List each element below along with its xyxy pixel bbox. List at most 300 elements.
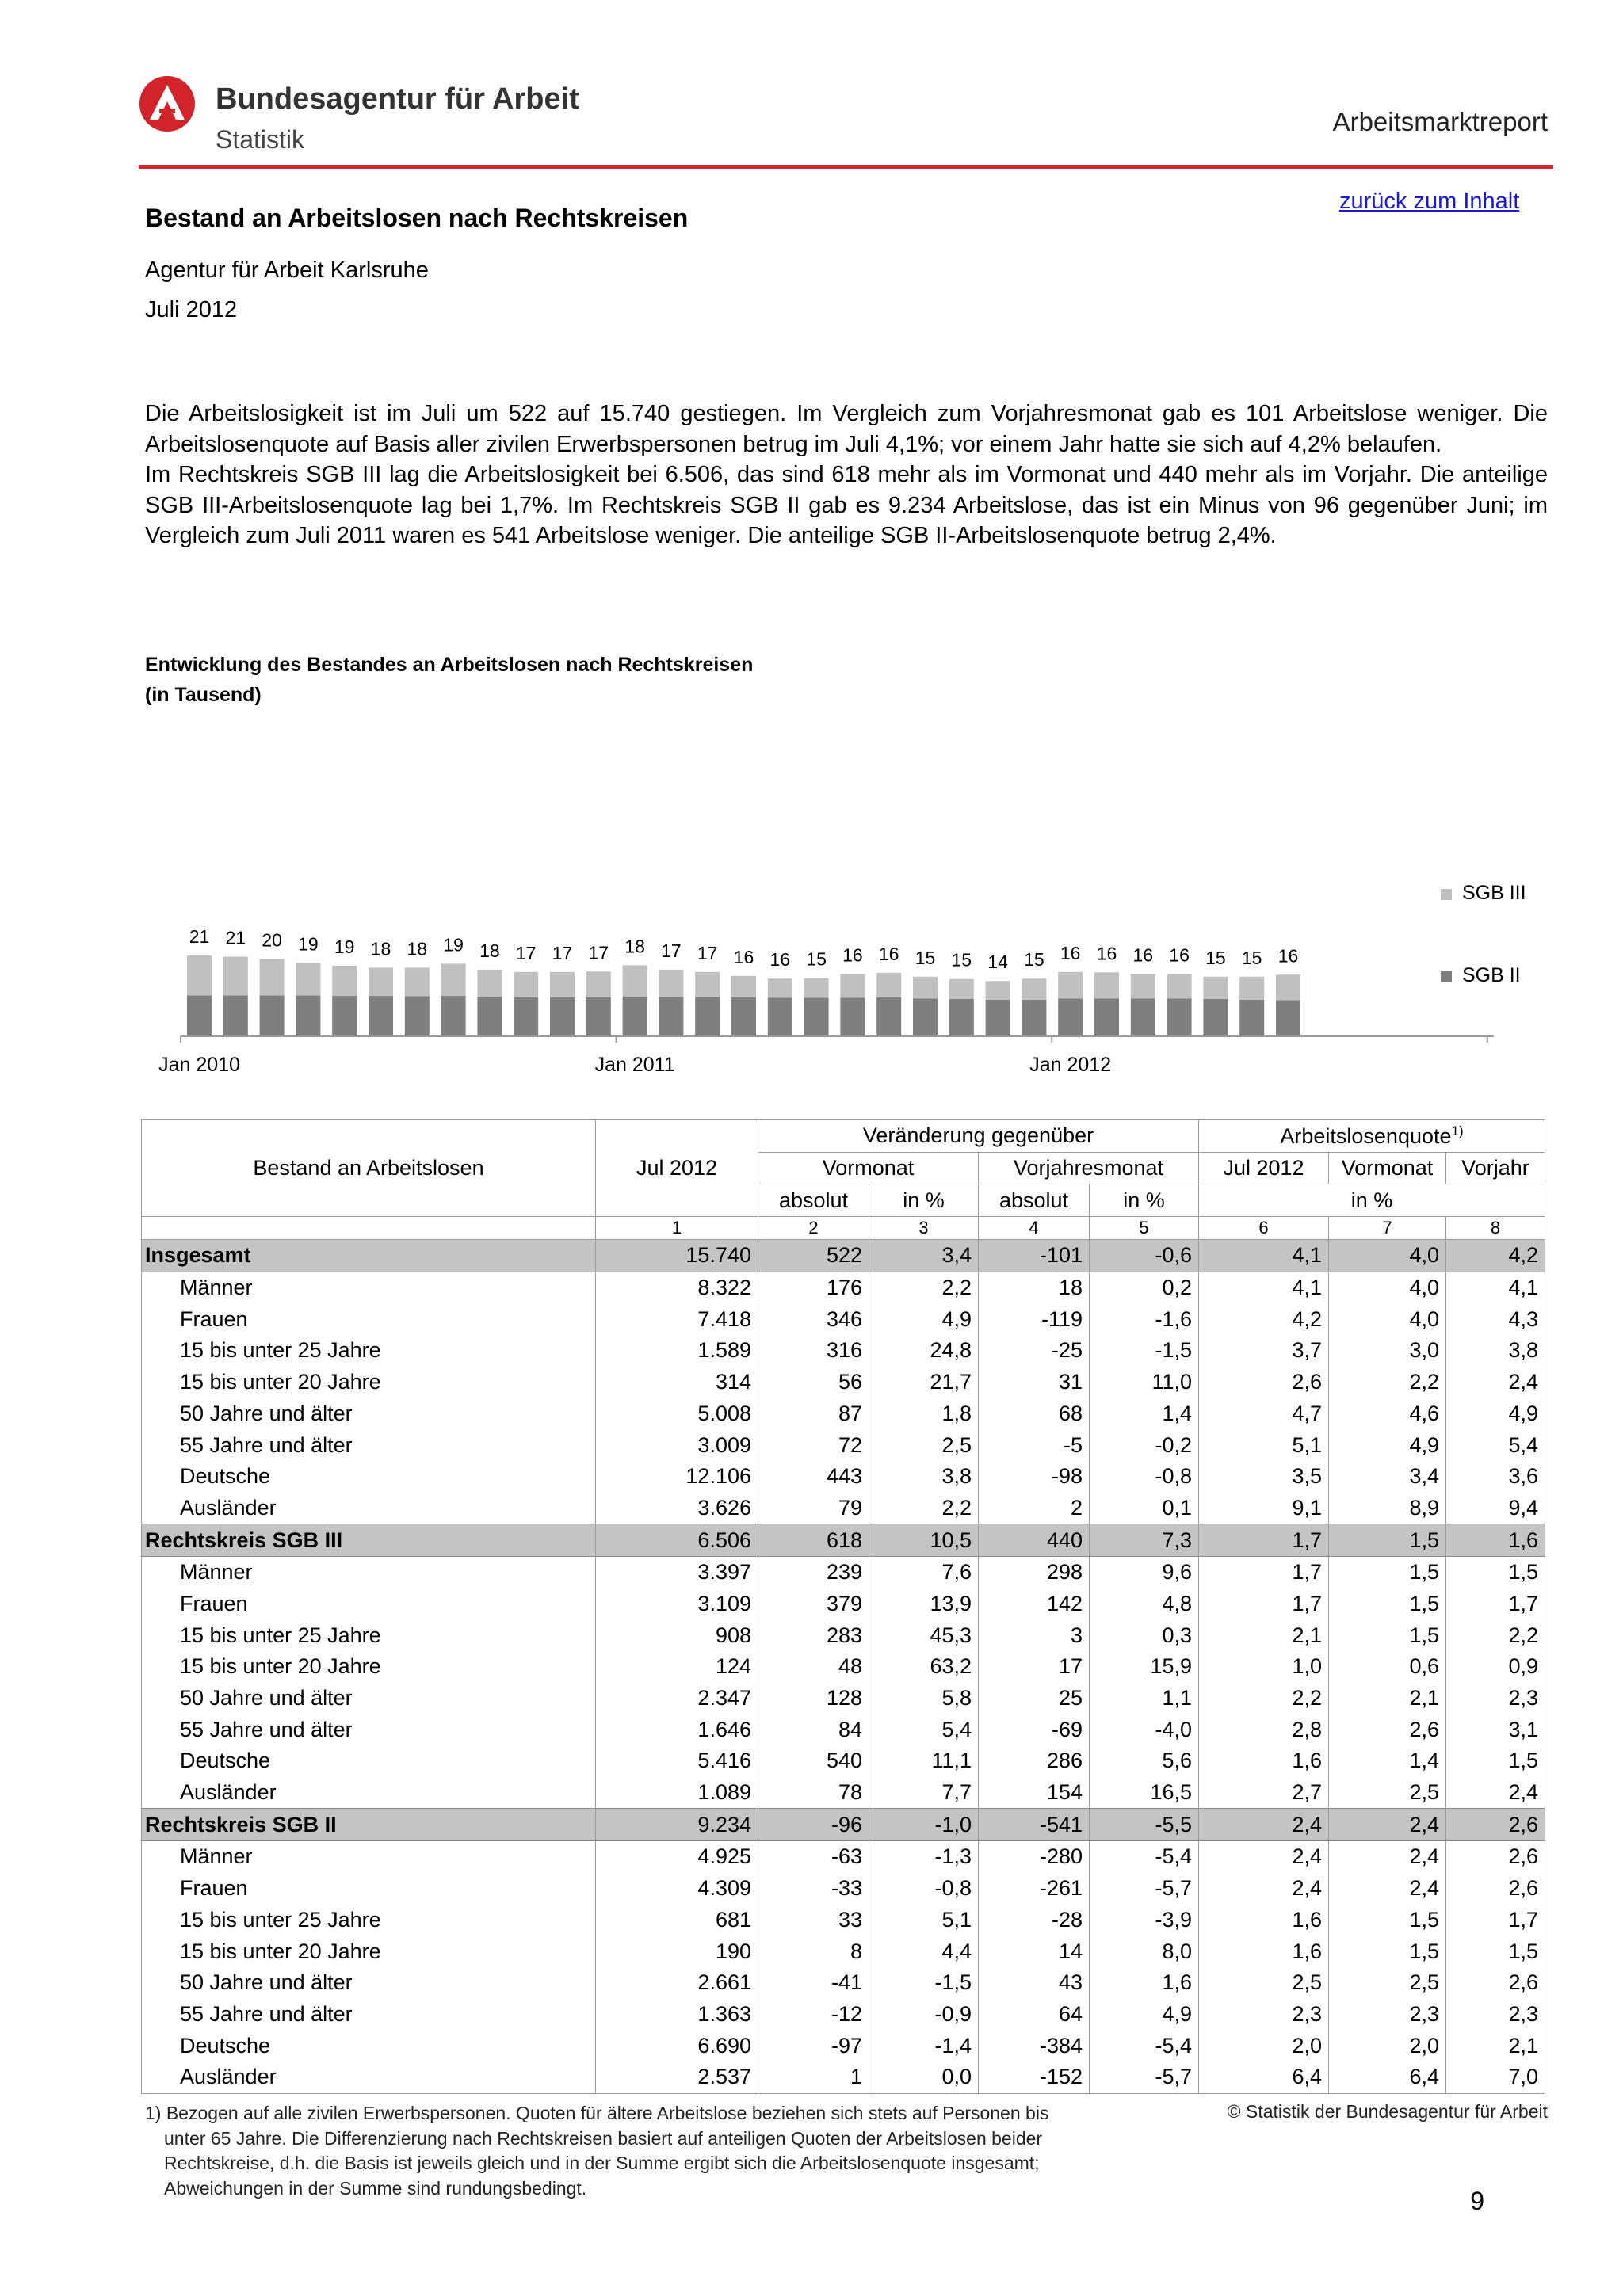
row-value-col-6: 1,6 bbox=[1199, 1745, 1329, 1777]
bar-sgb2 bbox=[223, 996, 248, 1036]
bar-sgb2 bbox=[986, 1000, 1010, 1036]
bar-sgb2 bbox=[1239, 1000, 1264, 1036]
bar-sgb3 bbox=[731, 976, 756, 997]
row-label: Männer bbox=[142, 1841, 596, 1873]
table-header-pct-2: in % bbox=[1090, 1184, 1199, 1217]
bar-sgb3 bbox=[768, 978, 792, 997]
row-value-col-1: 2.537 bbox=[596, 2061, 758, 2093]
bar-total-label: 15 bbox=[951, 949, 972, 971]
row-value-col-1: 3.626 bbox=[596, 1493, 758, 1524]
table-row bbox=[142, 1873, 1545, 1905]
row-value-col-3: 5,1 bbox=[869, 1905, 979, 1936]
table-row bbox=[142, 1683, 1545, 1714]
row-value-col-7: 2,2 bbox=[1329, 1367, 1446, 1398]
bar-sgb2 bbox=[659, 997, 683, 1037]
row-value-col-6: 9,1 bbox=[1199, 1493, 1329, 1524]
row-value-col-8: 2,3 bbox=[1446, 1683, 1545, 1714]
bar-sgb3 bbox=[550, 972, 575, 997]
row-value-col-6: 5,1 bbox=[1199, 1429, 1329, 1461]
row-value-col-8: 2,6 bbox=[1446, 1809, 1545, 1841]
chart-title-line-2: (in Tausend) bbox=[145, 684, 262, 706]
bar-total-label: 15 bbox=[1205, 947, 1226, 968]
copyright: © Statistik der Bundesagentur für Arbeit bbox=[1227, 2101, 1548, 2122]
ba-logo-icon bbox=[139, 75, 196, 132]
row-value-col-7: 4,6 bbox=[1329, 1398, 1446, 1430]
row-value-col-2: 379 bbox=[758, 1589, 869, 1620]
bar-sgb3 bbox=[441, 963, 466, 996]
row-value-col-7: 1,5 bbox=[1329, 1936, 1446, 1967]
bar-total-label: 16 bbox=[1277, 945, 1299, 967]
row-value-col-3: 5,8 bbox=[869, 1683, 979, 1714]
bar-total-label: 17 bbox=[588, 942, 609, 963]
row-value-col-1: 1.363 bbox=[596, 1999, 758, 2031]
table-header-quote-vormonat: Vormonat bbox=[1329, 1152, 1446, 1184]
row-value-col-7: 2,4 bbox=[1329, 1809, 1446, 1841]
page-number: 9 bbox=[1470, 2187, 1484, 2215]
row-value-col-3: 2,2 bbox=[869, 1272, 979, 1303]
row-value-col-8: 2,6 bbox=[1446, 1967, 1545, 1999]
table-row bbox=[142, 1936, 1545, 1967]
bar-sgb3 bbox=[477, 970, 502, 997]
legend-swatch bbox=[1441, 889, 1452, 900]
row-value-col-2: 540 bbox=[758, 1745, 869, 1777]
row-value-col-6: 1,6 bbox=[1199, 1905, 1329, 1936]
table-row bbox=[142, 1714, 1545, 1745]
table-section-row bbox=[142, 1240, 1545, 1272]
row-value-col-5: 7,3 bbox=[1090, 1524, 1199, 1557]
bar-sgb2 bbox=[477, 997, 502, 1036]
row-value-col-3: 24,8 bbox=[869, 1335, 979, 1367]
row-value-col-3: 1,8 bbox=[869, 1398, 979, 1430]
row-value-col-4: -28 bbox=[979, 1905, 1090, 1936]
row-value-col-4: 25 bbox=[979, 1683, 1090, 1714]
row-value-col-2: 72 bbox=[758, 1429, 869, 1461]
bar-sgb2 bbox=[913, 998, 938, 1036]
x-tick-label: Jan 2010 bbox=[158, 1054, 240, 1076]
row-value-col-7: 8,9 bbox=[1329, 1493, 1446, 1524]
row-value-col-5: -0,6 bbox=[1090, 1240, 1199, 1272]
bar-total-label: 17 bbox=[552, 942, 573, 963]
row-value-col-2: 443 bbox=[758, 1461, 869, 1493]
row-value-col-1: 1.089 bbox=[596, 1777, 758, 1809]
row-value-col-2: 87 bbox=[758, 1398, 869, 1430]
table-header-change-group: Veränderung gegenüber bbox=[758, 1120, 1199, 1153]
row-value-col-6: 1,7 bbox=[1199, 1556, 1329, 1588]
bar-total-label: 15 bbox=[806, 948, 827, 970]
row-value-col-1: 2.347 bbox=[596, 1683, 758, 1714]
bar-sgb2 bbox=[586, 997, 611, 1036]
row-value-col-8: 0,9 bbox=[1446, 1651, 1545, 1683]
x-tick-label: Jan 2012 bbox=[1029, 1054, 1112, 1076]
bar-sgb3 bbox=[949, 979, 974, 999]
row-value-col-6: 1,6 bbox=[1199, 1936, 1329, 1967]
row-value-col-4: -101 bbox=[979, 1240, 1090, 1272]
row-value-col-8: 2,6 bbox=[1446, 1841, 1545, 1873]
bar-sgb3 bbox=[296, 963, 320, 995]
row-value-col-7: 4,9 bbox=[1329, 1429, 1446, 1461]
row-value-col-1: 4.925 bbox=[596, 1841, 758, 1873]
x-tick-label: Jan 2011 bbox=[594, 1054, 675, 1076]
footnote bbox=[145, 2101, 1096, 2201]
row-value-col-1: 124 bbox=[596, 1651, 758, 1683]
bar-sgb2 bbox=[1094, 998, 1119, 1036]
row-value-col-4: -541 bbox=[979, 1809, 1090, 1841]
row-label: Deutsche bbox=[142, 2030, 596, 2061]
row-value-col-2: -41 bbox=[758, 1967, 869, 1999]
table-index-5: 5 bbox=[1090, 1217, 1199, 1240]
row-value-col-8: 2,4 bbox=[1446, 1777, 1545, 1809]
row-value-col-2: -33 bbox=[758, 1873, 869, 1905]
row-value-col-2: -96 bbox=[758, 1809, 869, 1841]
row-value-col-8: 1,5 bbox=[1446, 1745, 1545, 1777]
bar-sgb2 bbox=[550, 997, 575, 1036]
row-value-col-5: -4,0 bbox=[1090, 1714, 1199, 1745]
row-value-col-5: 0,2 bbox=[1090, 1272, 1199, 1303]
row-value-col-2: 346 bbox=[758, 1303, 869, 1335]
table-row bbox=[142, 1745, 1545, 1777]
row-value-col-3: 45,3 bbox=[869, 1619, 979, 1651]
row-label: 55 Jahre und älter bbox=[142, 1714, 596, 1745]
row-value-col-3: 4,4 bbox=[869, 1936, 979, 1967]
row-value-col-1: 190 bbox=[596, 1936, 758, 1967]
bar-sgb3 bbox=[623, 965, 647, 997]
row-label: 55 Jahre und älter bbox=[142, 1429, 596, 1461]
row-value-col-2: 176 bbox=[758, 1272, 869, 1303]
bar-sgb3 bbox=[1094, 972, 1119, 998]
row-value-col-6: 1,7 bbox=[1199, 1524, 1329, 1557]
bar-sgb3 bbox=[1276, 974, 1300, 1000]
table-row bbox=[142, 1367, 1545, 1398]
bar-sgb3 bbox=[876, 973, 901, 997]
bar-sgb2 bbox=[405, 997, 430, 1036]
row-value-col-3: 4,9 bbox=[869, 1303, 979, 1335]
bar-sgb3 bbox=[514, 972, 538, 997]
bar-sgb3 bbox=[332, 966, 357, 996]
row-value-col-8: 1,6 bbox=[1446, 1524, 1545, 1557]
quote-footnote-marker: 1) bbox=[1451, 1123, 1464, 1138]
bar-sgb3 bbox=[260, 959, 285, 995]
table-index-4: 4 bbox=[979, 1217, 1090, 1240]
table-row bbox=[142, 1493, 1545, 1524]
bar-total-label: 14 bbox=[987, 952, 1008, 973]
table-row bbox=[142, 1461, 1545, 1493]
row-label: Rechtskreis SGB III bbox=[142, 1524, 596, 1557]
row-value-col-1: 6.690 bbox=[596, 2030, 758, 2061]
table-index-3: 3 bbox=[869, 1217, 979, 1240]
row-label: 15 bis unter 20 Jahre bbox=[142, 1936, 596, 1967]
row-value-col-2: 8 bbox=[758, 1936, 869, 1967]
bar-sgb2 bbox=[623, 997, 647, 1036]
table-row bbox=[142, 1589, 1545, 1620]
row-value-col-2: 84 bbox=[758, 1714, 869, 1745]
row-value-col-2: -12 bbox=[758, 1999, 869, 2031]
row-value-col-6: 4,7 bbox=[1199, 1398, 1329, 1430]
table-row bbox=[142, 1335, 1545, 1367]
bar-sgb3 bbox=[659, 970, 683, 997]
bar-sgb2 bbox=[804, 997, 829, 1036]
row-value-col-4: 286 bbox=[979, 1745, 1090, 1777]
legend-label: SGB III bbox=[1462, 882, 1526, 904]
row-value-col-1: 5.416 bbox=[596, 1745, 758, 1777]
row-value-col-1: 4.309 bbox=[596, 1873, 758, 1905]
row-value-col-3: 2,5 bbox=[869, 1429, 979, 1461]
bar-sgb2 bbox=[1022, 1000, 1046, 1036]
report-title: Arbeitsmarktreport bbox=[1332, 107, 1548, 136]
row-value-col-3: -0,9 bbox=[869, 1999, 979, 2031]
row-value-col-7: 1,5 bbox=[1329, 1524, 1446, 1557]
row-label: 55 Jahre und älter bbox=[142, 1999, 596, 2031]
row-value-col-1: 7.418 bbox=[596, 1303, 758, 1335]
row-value-col-8: 3,1 bbox=[1446, 1714, 1545, 1745]
row-value-col-3: 2,2 bbox=[869, 1493, 979, 1524]
bar-total-label: 15 bbox=[1241, 947, 1262, 968]
row-value-col-6: 4,1 bbox=[1199, 1272, 1329, 1303]
row-value-col-5: 8,0 bbox=[1090, 1936, 1199, 1967]
summary-paragraph-1: Die Arbeitslosigkeit ist im Juli um 522 auf 15.740 gestiegen. Im Vergleich zum Vorjahresmonat gab es 101 Arbeitslose weniger. Die Arbeitslosenquote auf Basis aller zivilen Erwerbspersonen betrug im Juli 4,1%; vor einem Jahr hatte sie sich auf 4,2% belaufen. bbox=[145, 401, 1548, 457]
bar-total-label: 19 bbox=[298, 933, 319, 955]
row-value-col-5: 0,3 bbox=[1090, 1619, 1199, 1651]
row-value-col-5: 1,1 bbox=[1090, 1683, 1199, 1714]
row-value-col-3: -1,3 bbox=[869, 1841, 979, 1873]
row-value-col-4: 2 bbox=[979, 1493, 1090, 1524]
table-row bbox=[142, 1777, 1545, 1809]
row-value-col-8: 1,5 bbox=[1446, 1936, 1545, 1967]
row-value-col-8: 3,6 bbox=[1446, 1461, 1545, 1493]
row-value-col-4: 31 bbox=[979, 1367, 1090, 1398]
row-value-col-8: 4,2 bbox=[1446, 1240, 1545, 1272]
row-value-col-8: 4,3 bbox=[1446, 1303, 1545, 1335]
row-value-col-6: 2,5 bbox=[1199, 1967, 1329, 1999]
bar-total-label: 16 bbox=[1132, 944, 1154, 966]
row-value-col-5: -0,2 bbox=[1090, 1429, 1199, 1461]
chart-title bbox=[145, 650, 753, 710]
row-value-col-5: -3,9 bbox=[1090, 1905, 1199, 1936]
row-value-col-6: 2,6 bbox=[1199, 1367, 1329, 1398]
row-value-col-7: 3,0 bbox=[1329, 1335, 1446, 1367]
row-value-col-7: 3,4 bbox=[1329, 1461, 1446, 1493]
row-value-col-6: 2,2 bbox=[1199, 1683, 1329, 1714]
bar-sgb2 bbox=[731, 997, 756, 1036]
row-value-col-4: 64 bbox=[979, 1999, 1090, 2031]
row-value-col-8: 1,5 bbox=[1446, 1556, 1545, 1588]
bar-total-label: 16 bbox=[769, 949, 791, 971]
row-value-col-1: 5.008 bbox=[596, 1398, 758, 1430]
bar-total-label: 17 bbox=[515, 942, 537, 963]
row-value-col-5: 9,6 bbox=[1090, 1556, 1199, 1588]
row-value-col-4: 154 bbox=[979, 1777, 1090, 1809]
bar-total-label: 19 bbox=[443, 934, 464, 955]
bar-total-label: 21 bbox=[189, 926, 210, 948]
bar-total-label: 15 bbox=[1024, 949, 1044, 971]
bar-total-label: 17 bbox=[661, 940, 682, 961]
row-value-col-7: 4,0 bbox=[1329, 1272, 1446, 1303]
row-value-col-7: 1,5 bbox=[1329, 1556, 1446, 1588]
table-row bbox=[142, 1967, 1545, 1999]
table-header-vormonat: Vormonat bbox=[758, 1152, 979, 1184]
bar-total-label: 18 bbox=[624, 936, 645, 957]
row-value-col-8: 2,6 bbox=[1446, 1873, 1545, 1905]
row-value-col-1: 12.106 bbox=[596, 1461, 758, 1493]
bar-sgb3 bbox=[1239, 977, 1264, 1000]
bar-sgb3 bbox=[804, 978, 829, 998]
table-header-pct-1: in % bbox=[869, 1184, 979, 1217]
row-value-col-1: 8.322 bbox=[596, 1272, 758, 1303]
row-label: Ausländer bbox=[142, 1493, 596, 1524]
unemployment-table bbox=[141, 1119, 1545, 2094]
table-section-row bbox=[142, 1809, 1545, 1841]
row-value-col-2: 522 bbox=[758, 1240, 869, 1272]
bar-total-label: 19 bbox=[334, 936, 355, 957]
bar-sgb2 bbox=[441, 996, 466, 1036]
row-value-col-2: 239 bbox=[758, 1556, 869, 1588]
row-value-col-7: 4,0 bbox=[1329, 1240, 1446, 1272]
legend-swatch bbox=[1441, 971, 1452, 982]
row-value-col-4: -119 bbox=[979, 1303, 1090, 1335]
row-value-col-7: 4,0 bbox=[1329, 1303, 1446, 1335]
row-value-col-3: 7,7 bbox=[869, 1777, 979, 1809]
row-value-col-6: 2,4 bbox=[1199, 1873, 1329, 1905]
bar-sgb2 bbox=[1167, 998, 1192, 1036]
row-value-col-4: -152 bbox=[979, 2061, 1090, 2093]
row-value-col-5: 4,9 bbox=[1090, 1999, 1199, 2031]
row-label: Männer bbox=[142, 1272, 596, 1303]
row-value-col-6: 2,1 bbox=[1199, 1619, 1329, 1651]
row-value-col-6: 1,0 bbox=[1199, 1651, 1329, 1683]
bar-sgb3 bbox=[840, 974, 865, 997]
row-value-col-4: 14 bbox=[979, 1936, 1090, 1967]
row-value-col-6: 6,4 bbox=[1199, 2061, 1329, 2093]
row-value-col-5: 5,6 bbox=[1090, 1745, 1199, 1777]
row-value-col-4: -25 bbox=[979, 1335, 1090, 1367]
table-index-1: 1 bbox=[596, 1217, 758, 1240]
row-label: 15 bis unter 25 Jahre bbox=[142, 1335, 596, 1367]
row-value-col-7: 2,5 bbox=[1329, 1777, 1446, 1809]
row-label: 50 Jahre und älter bbox=[142, 1967, 596, 1999]
row-value-col-7: 2,0 bbox=[1329, 2030, 1446, 2061]
row-value-col-2: 1 bbox=[758, 2061, 869, 2093]
row-value-col-6: 2,4 bbox=[1199, 1809, 1329, 1841]
row-value-col-2: 79 bbox=[758, 1493, 869, 1524]
row-value-col-5: -5,7 bbox=[1090, 2061, 1199, 2093]
row-value-col-6: 2,3 bbox=[1199, 1999, 1329, 2031]
org-name: Bundesagentur für Arbeit bbox=[216, 82, 579, 116]
row-value-col-4: 3 bbox=[979, 1619, 1090, 1651]
row-value-col-2: 128 bbox=[758, 1683, 869, 1714]
chart-title-line-1: Entwicklung des Bestandes an Arbeitslosen nach Rechtskreisen bbox=[145, 654, 754, 676]
row-value-col-2: 618 bbox=[758, 1524, 869, 1557]
bar-total-label: 16 bbox=[1060, 942, 1081, 963]
row-value-col-1: 681 bbox=[596, 1905, 758, 1936]
row-value-col-4: 17 bbox=[979, 1651, 1090, 1683]
row-value-col-8: 3,8 bbox=[1446, 1335, 1545, 1367]
row-value-col-5: 4,8 bbox=[1090, 1589, 1199, 1620]
summary-text bbox=[145, 399, 1548, 551]
table-section-row bbox=[142, 1524, 1545, 1557]
table-index-2: 2 bbox=[758, 1217, 869, 1240]
row-value-col-6: 2,7 bbox=[1199, 1777, 1329, 1809]
row-value-col-3: 0,0 bbox=[869, 2061, 979, 2093]
bar-sgb2 bbox=[1058, 998, 1083, 1036]
table-header-label: Bestand an Arbeitslosen bbox=[142, 1120, 596, 1217]
row-value-col-2: 48 bbox=[758, 1651, 869, 1683]
row-value-col-5: -5,4 bbox=[1090, 2030, 1199, 2061]
bar-sgb3 bbox=[586, 971, 611, 997]
row-label: 50 Jahre und älter bbox=[142, 1398, 596, 1430]
bar-sgb3 bbox=[1058, 972, 1083, 999]
row-value-col-3: -1,0 bbox=[869, 1809, 979, 1841]
bar-total-label: 21 bbox=[225, 927, 246, 948]
row-value-col-3: 21,7 bbox=[869, 1367, 979, 1398]
row-value-col-4: 440 bbox=[979, 1524, 1090, 1557]
row-value-col-6: 3,5 bbox=[1199, 1461, 1329, 1493]
bar-sgb3 bbox=[695, 972, 720, 997]
quote-group-label: Arbeitslosenquote bbox=[1280, 1123, 1452, 1148]
bar-sgb3 bbox=[1131, 974, 1155, 998]
row-value-col-3: 10,5 bbox=[869, 1524, 979, 1557]
bar-total-label: 17 bbox=[697, 942, 718, 963]
footnote-line-4: Abweichungen in der Summe sind rundungsbedingt. bbox=[164, 2177, 587, 2199]
bar-sgb3 bbox=[1167, 974, 1192, 998]
legend-label: SGB II bbox=[1462, 964, 1521, 986]
bar-total-label: 16 bbox=[842, 944, 863, 966]
row-value-col-8: 9,4 bbox=[1446, 1493, 1545, 1524]
bar-sgb2 bbox=[876, 997, 901, 1036]
row-value-col-8: 2,3 bbox=[1446, 1999, 1545, 2031]
header-rule bbox=[139, 165, 1553, 169]
row-value-col-5: 16,5 bbox=[1090, 1777, 1199, 1809]
row-value-col-7: 1,4 bbox=[1329, 1745, 1446, 1777]
back-to-contents-link[interactable]: zurück zum Inhalt bbox=[1339, 189, 1520, 214]
table-header-quote-group bbox=[1199, 1120, 1545, 1153]
table-header-quote-vorjahr: Vorjahr bbox=[1446, 1152, 1545, 1184]
bar-sgb2 bbox=[1131, 998, 1155, 1036]
table-index-8: 8 bbox=[1446, 1217, 1545, 1240]
bar-sgb3 bbox=[986, 981, 1010, 1000]
row-label: Ausländer bbox=[142, 2061, 596, 2093]
row-value-col-8: 1,7 bbox=[1446, 1589, 1545, 1620]
row-value-col-5: 1,4 bbox=[1090, 1398, 1199, 1430]
row-label: 50 Jahre und älter bbox=[142, 1683, 596, 1714]
bar-sgb3 bbox=[405, 967, 430, 996]
footnote-line-3: Rechtskreise, d.h. die Basis ist jeweils gleich und in der Summe ergibt sich die Arbeitslosenquote insgesamt; bbox=[164, 2153, 1040, 2173]
row-value-col-5: 15,9 bbox=[1090, 1651, 1199, 1683]
table-index-7: 7 bbox=[1329, 1217, 1446, 1240]
table-header-quote-jul2012: Jul 2012 bbox=[1199, 1152, 1329, 1184]
row-label: Rechtskreis SGB II bbox=[142, 1809, 596, 1841]
footnote-line-2: unter 65 Jahre. Die Differenzierung nach Rechtskreisen basiert auf anteiligen Quoten der Arbeitslosen beider bbox=[164, 2127, 1043, 2149]
row-value-col-4: 18 bbox=[979, 1272, 1090, 1303]
row-value-col-8: 4,1 bbox=[1446, 1272, 1545, 1303]
summary-paragraph-2: Im Rechtskreis SGB III lag die Arbeitslosigkeit bei 6.506, das sind 618 mehr als im Vormonat und 440 mehr als im Vorjahr. Die anteilige SGB III-Arbeitslosenquote lag bei 1,7%. Im Rechtskreis SGB II gab es 9.234 Arbeitslose, das ist ein Minus von 96 gegenüber Juni; im Vergleich zum Juli 2011 waren es 541 Arbeitslose weniger. Die anteilige SGB II-Arbeitslosenquote betrug 2,4%. bbox=[145, 462, 1548, 548]
row-value-col-3: 3,4 bbox=[869, 1240, 979, 1272]
row-value-col-1: 15.740 bbox=[596, 1240, 758, 1272]
row-value-col-7: 2,4 bbox=[1329, 1873, 1446, 1905]
row-label: 15 bis unter 20 Jahre bbox=[142, 1651, 596, 1683]
table-row bbox=[142, 1905, 1545, 1936]
table-row bbox=[142, 1303, 1545, 1335]
bar-sgb3 bbox=[1022, 978, 1046, 1000]
row-value-col-2: 56 bbox=[758, 1367, 869, 1398]
bar-sgb2 bbox=[695, 997, 720, 1037]
row-value-col-1: 908 bbox=[596, 1619, 758, 1651]
row-value-col-3: 63,2 bbox=[869, 1651, 979, 1683]
row-value-col-4: -69 bbox=[979, 1714, 1090, 1745]
bar-total-label: 18 bbox=[370, 938, 391, 959]
bar-sgb2 bbox=[840, 997, 865, 1036]
page-title: Bestand an Arbeitslosen nach Rechtskreisen bbox=[145, 204, 689, 232]
bar-sgb2 bbox=[187, 996, 212, 1036]
bar-sgb2 bbox=[369, 996, 393, 1036]
